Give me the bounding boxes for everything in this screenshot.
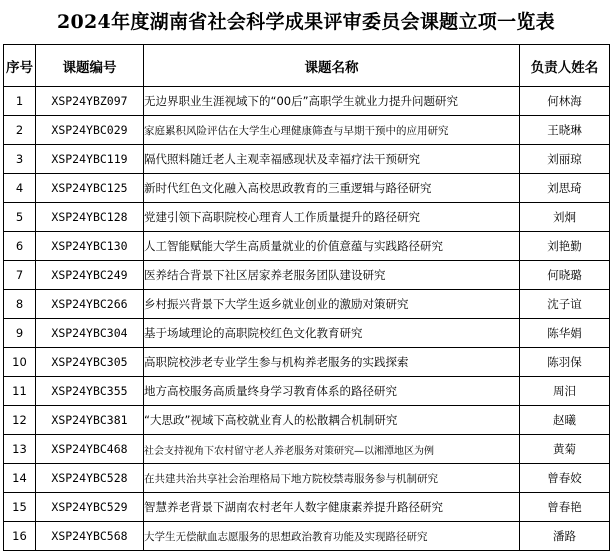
row-seq: 8	[4, 290, 36, 319]
row-name: 基于场域理论的高职院校红色文化教育研究	[144, 319, 520, 348]
table-row	[4, 377, 610, 406]
table-row	[4, 174, 610, 203]
row-code: XSP24YBC528	[36, 464, 144, 493]
row-name: 高职院校涉老专业学生参与机构养老服务的实践探索	[144, 348, 520, 377]
row-person: 王晓琳	[520, 116, 610, 145]
row-person: 刘炯	[520, 203, 610, 232]
row-name: 地方高校服务高质量终身学习教育体系的路径研究	[144, 377, 520, 406]
row-person: 曾春姣	[520, 464, 610, 493]
row-name: 大学生无偿献血志愿服务的思想政治教育功能及实现路径研究	[144, 522, 520, 551]
table-row	[4, 435, 610, 464]
row-name: 人工智能赋能大学生高质量就业的价值意蕴与实践路径研究	[144, 232, 520, 261]
document-title: 2024年度湖南省社会科学成果评审委员会课题立项一览表	[57, 10, 555, 33]
row-name: “大思政”视域下高校就业育人的松散耦合机制研究	[144, 406, 520, 435]
row-seq: 1	[4, 87, 36, 116]
row-code: XSP24YBC119	[36, 145, 144, 174]
row-name: 乡村振兴背景下大学生返乡就业创业的激励对策研究	[144, 290, 520, 319]
row-seq: 16	[4, 522, 36, 551]
row-code: XSP24YBC529	[36, 493, 144, 522]
row-code: XSP24YBC304	[36, 319, 144, 348]
row-code: XSP24YBC128	[36, 203, 144, 232]
row-code: XSP24YBC568	[36, 522, 144, 551]
table-row	[4, 319, 610, 348]
table-row	[4, 203, 610, 232]
row-seq: 11	[4, 377, 36, 406]
row-person: 曾春艳	[520, 493, 610, 522]
row-name: 在共建共治共享社会治理格局下地方院校禁毒服务参与机制研究	[144, 464, 520, 493]
row-seq: 5	[4, 203, 36, 232]
row-person: 刘思琦	[520, 174, 610, 203]
row-code: XSP24YBC355	[36, 377, 144, 406]
row-person: 赵曦	[520, 406, 610, 435]
row-person: 何林海	[520, 87, 610, 116]
row-code: XSP24YBC266	[36, 290, 144, 319]
row-code: XSP24YBC029	[36, 116, 144, 145]
table-row	[4, 87, 610, 116]
row-name: 社会支持视角下农村留守老人养老服务对策研究—以湘潭地区为例	[144, 435, 520, 464]
row-name: 新时代红色文化融入高校思政教育的三重逻辑与路径研究	[144, 174, 520, 203]
header-person: 负责人姓名	[520, 45, 610, 87]
row-person: 刘丽琼	[520, 145, 610, 174]
table-row	[4, 493, 610, 522]
row-seq: 4	[4, 174, 36, 203]
row-code: XSP24YBC305	[36, 348, 144, 377]
row-name: 隔代照料随迁老人主观幸福感现状及幸福疗法干预研究	[144, 145, 520, 174]
row-seq: 6	[4, 232, 36, 261]
row-seq: 15	[4, 493, 36, 522]
table-row	[4, 145, 610, 174]
row-seq: 3	[4, 145, 36, 174]
table-row	[4, 464, 610, 493]
header-code: 课题编号	[36, 45, 144, 87]
table-row	[4, 406, 610, 435]
row-person: 何晓璐	[520, 261, 610, 290]
row-name: 家庭累积风险评估在大学生心理健康筛查与早期干预中的应用研究	[144, 116, 520, 145]
table-row	[4, 261, 610, 290]
row-person: 黄菊	[520, 435, 610, 464]
row-person: 刘艳勤	[520, 232, 610, 261]
table-row	[4, 232, 610, 261]
row-name: 无边界职业生涯视域下的“00后”高职学生就业力提升问题研究	[144, 87, 520, 116]
project-list-table	[3, 44, 610, 551]
row-person: 陈华娟	[520, 319, 610, 348]
row-seq: 12	[4, 406, 36, 435]
row-seq: 10	[4, 348, 36, 377]
row-name: 党建引领下高职院校心理育人工作质量提升的路径研究	[144, 203, 520, 232]
row-seq: 9	[4, 319, 36, 348]
header-seq: 序号	[4, 45, 36, 87]
row-code: XSP24YBC125	[36, 174, 144, 203]
header-name: 课题名称	[144, 45, 520, 87]
row-code: XSP24YBC468	[36, 435, 144, 464]
row-person: 周汨	[520, 377, 610, 406]
row-seq: 7	[4, 261, 36, 290]
row-code: XSP24YBC130	[36, 232, 144, 261]
row-code: XSP24YBC381	[36, 406, 144, 435]
row-person: 陈羽保	[520, 348, 610, 377]
row-person: 沈子谊	[520, 290, 610, 319]
row-person: 潘路	[520, 522, 610, 551]
table-row	[4, 522, 610, 551]
table-row	[4, 116, 610, 145]
row-code: XSP24YBC249	[36, 261, 144, 290]
table-row	[4, 290, 610, 319]
row-seq: 2	[4, 116, 36, 145]
row-code: XSP24YBZ097	[36, 87, 144, 116]
row-seq: 14	[4, 464, 36, 493]
row-seq: 13	[4, 435, 36, 464]
row-name: 医养结合背景下社区居家养老服务团队建设研究	[144, 261, 520, 290]
table-row	[4, 348, 610, 377]
row-name: 智慧养老背景下湖南农村老年人数字健康素养提升路径研究	[144, 493, 520, 522]
table-header-row	[4, 45, 610, 87]
